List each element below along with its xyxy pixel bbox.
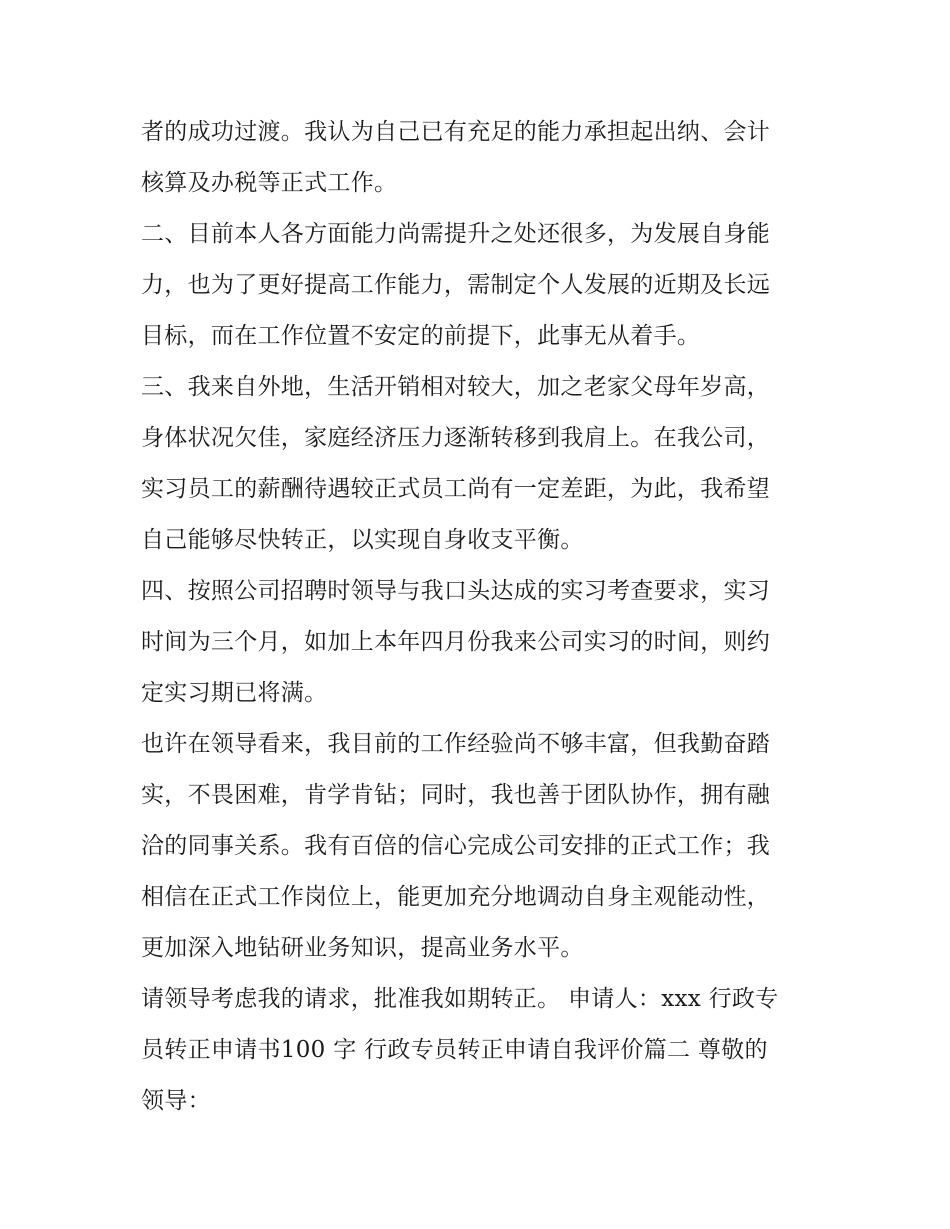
text-line: 力，也为了更好提高工作能力，需制定个人发展的近期及长远: [141, 272, 771, 298]
text-line: 身体状况欠佳，家庭经济压力逐渐转移到我肩上。在我公司，: [141, 425, 771, 451]
text-line: 核算及办税等正式工作。: [141, 170, 398, 196]
text-line: 洽的同事关系。我有百倍的信心完成公司安排的正式工作；我: [141, 833, 771, 859]
text-line: 请领导考虑我的请求，批准我如期转正。 申请人：xxx 行政专: [141, 986, 779, 1012]
text-line: 目标，而在工作位置不安定的前提下，此事无从着手。: [141, 323, 701, 349]
text-line: 员转正申请书100 字 行政专员转正申请自我评价篇二 尊敬的: [141, 1037, 768, 1063]
text-line: 相信在正式工作岗位上，能更加充分地调动自身主观能动性，: [141, 884, 771, 910]
text-line: 实习员工的薪酬待遇较正式员工尚有一定差距，为此，我希望: [141, 476, 771, 502]
text-line: 者的成功过渡。我认为自己已有充足的能力承担起出纳、会计: [141, 119, 771, 145]
document-body: [141, 107, 821, 1127]
text-line: 实，不畏困难，肯学肯钻；同时，我也善于团队协作，拥有融: [141, 782, 771, 808]
text-line: 定实习期已将满。: [141, 680, 328, 706]
text-line: 时间为三个月，如加上本年四月份我来公司实习的时间，则约: [141, 629, 771, 655]
text-line: 领导：: [141, 1088, 211, 1114]
text-line: 也许在领导看来，我目前的工作经验尚不够丰富，但我勤奋踏: [141, 731, 771, 757]
text-line: 三、我来自外地，生活开销相对较大，加之老家父母年岁高，: [141, 374, 771, 400]
text-line: 自己能够尽快转正，以实现自身收支平衡。: [141, 527, 584, 553]
text-line: 四、按照公司招聘时领导与我口头达成的实习考查要求，实习: [141, 578, 771, 604]
text-line: 二、目前本人各方面能力尚需提升之处还很多，为发展自身能: [141, 221, 771, 247]
text-line: 更加深入地钻研业务知识，提高业务水平。: [141, 935, 584, 961]
